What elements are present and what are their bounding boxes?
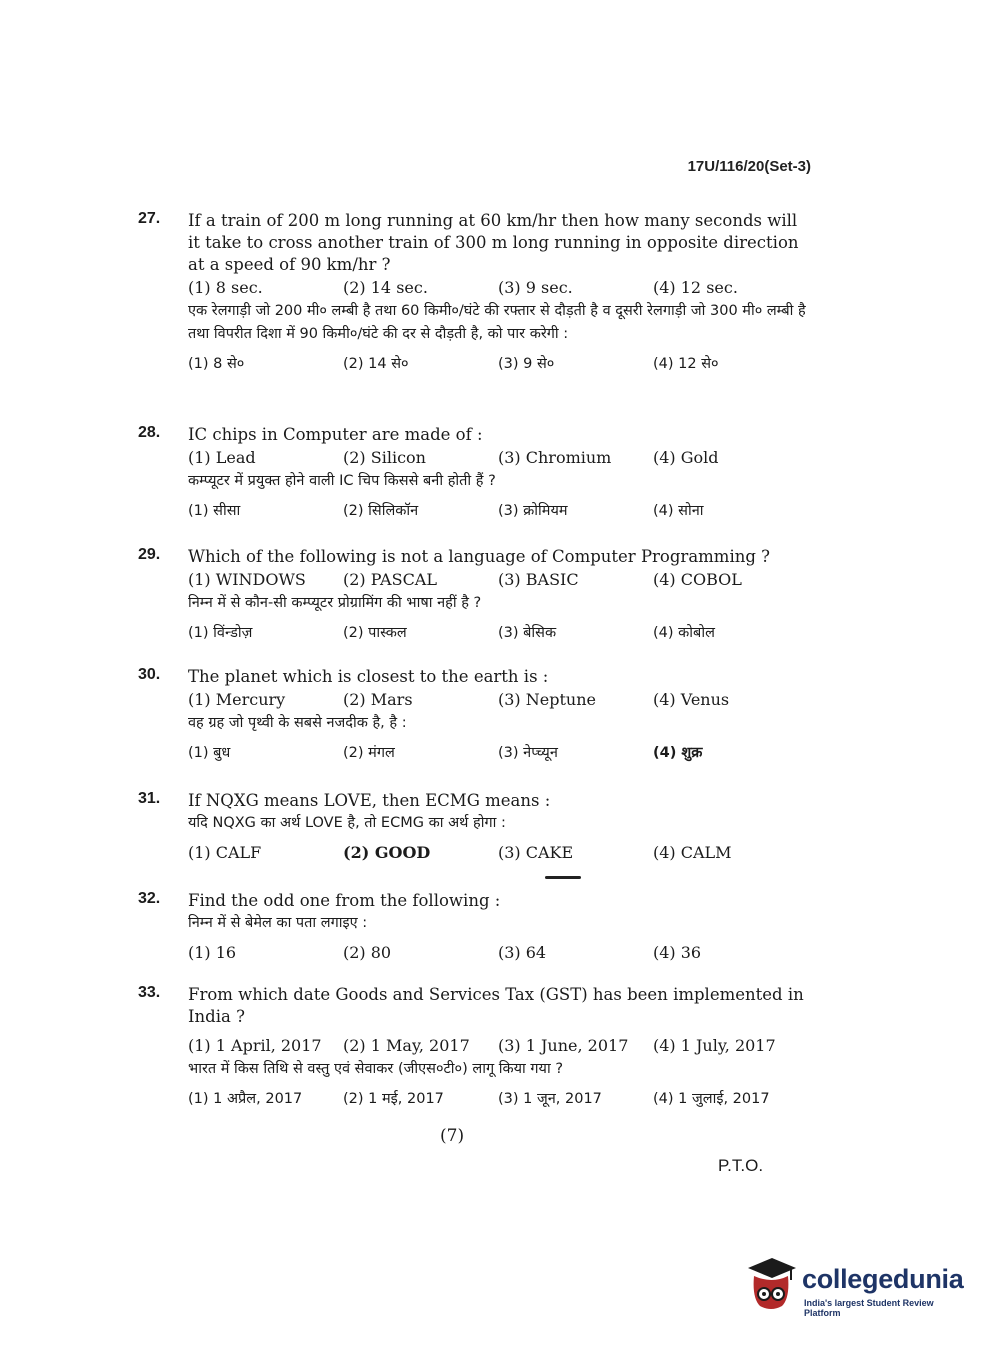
- option-2: (2) 80: [343, 943, 392, 962]
- question-text-hindi: एक रेलगाड़ी जो 200 मी० लम्बी है तथा 60 किमी०/घंटे की रफ्तार से दौड़ती है व दूसरी रेलगाड़ी जो 300 मी० लम्बी है तथा विपरीत दिशा में 90 किमी०/घंटे की दर से दौड़ती है, को पार करेगी :: [188, 303, 806, 342]
- option-2: (2) Mars: [343, 690, 413, 709]
- pto-label: P.T.O.: [718, 1156, 764, 1175]
- question-number: 30.: [138, 666, 161, 683]
- options-english: [188, 276, 808, 300]
- option-2-hindi: (2) सिलिकॉन: [343, 503, 419, 519]
- option-3: (3) 1 June, 2017: [498, 1036, 629, 1055]
- option-1: (1) CALF: [188, 843, 262, 862]
- option-3: (3) BASIC: [498, 570, 579, 589]
- option-3: (3) Neptune: [498, 690, 596, 709]
- option-3: (3) 9 sec.: [498, 278, 573, 297]
- option-4: (4) 12 sec.: [653, 278, 738, 297]
- option-3-hindi: (3) नेप्च्यून: [498, 745, 558, 761]
- option-2: (2) GOOD: [343, 843, 431, 862]
- question-32: [138, 890, 808, 965]
- question-text-hindi: कम्प्यूटर में प्रयुक्त होने वाली IC चिप किससे बनी होती हैं ?: [188, 473, 496, 489]
- option-3: (3) Chromium: [498, 448, 612, 467]
- option-3-hindi: (3) क्रोमियम: [498, 503, 568, 519]
- option-2: (2) 1 May, 2017: [343, 1036, 470, 1055]
- option-2-hindi: (2) 1 मई, 2017: [343, 1091, 444, 1107]
- question-text-hindi: भारत में किस तिथि से वस्तु एवं सेवाकर (जीएस०टी०) लागू किया गया ?: [188, 1061, 564, 1077]
- option-3-hindi: (3) 1 जून, 2017: [498, 1091, 602, 1107]
- logo-name: collegedunia: [802, 1264, 964, 1294]
- options-english: [188, 446, 808, 470]
- option-1-hindi: (1) सीसा: [188, 503, 241, 519]
- options-english: [188, 688, 808, 712]
- question-text-hindi: निम्न में से कौन-सी कम्प्यूटर प्रोग्रामिंग की भाषा नहीं है ?: [188, 595, 482, 611]
- options-english: [188, 841, 808, 865]
- question-text: The planet which is closest to the earth is :: [188, 667, 549, 686]
- option-1: (1) WINDOWS: [188, 570, 306, 589]
- pen-underline-mark: [545, 876, 581, 879]
- question-number: 27.: [138, 210, 161, 227]
- question-text-hindi: निम्न में से बेमेल का पता लगाइए :: [188, 915, 368, 931]
- option-1: (1) Lead: [188, 448, 256, 467]
- option-3-hindi: (3) 9 से०: [498, 356, 555, 372]
- options-hindi: [188, 499, 808, 523]
- option-2-hindi: (2) मंगल: [343, 745, 395, 761]
- option-1: (1) Mercury: [188, 690, 286, 709]
- option-4-hindi: (4) 1 जुलाई, 2017: [653, 1091, 770, 1107]
- options-english: [188, 941, 808, 965]
- option-1-hindi: (1) विंन्डोज़: [188, 625, 253, 641]
- option-4: (4) CALM: [653, 843, 732, 862]
- option-4-hindi: (4) सोना: [653, 503, 704, 519]
- option-1: (1) 8 sec.: [188, 278, 263, 297]
- option-4: (4) Venus: [653, 690, 730, 709]
- option-2: (2) 14 sec.: [343, 278, 428, 297]
- question-29: [138, 546, 808, 645]
- question-text-hindi: यदि NQXG का अर्थ LOVE है, तो ECMG का अर्थ होगा :: [188, 815, 506, 831]
- options-hindi: [188, 621, 808, 645]
- option-2-hindi: (2) पास्कल: [343, 625, 407, 641]
- question-30: [138, 666, 808, 765]
- options-hindi: [188, 1087, 808, 1111]
- question-33: [138, 984, 808, 1111]
- option-3: (3) 64: [498, 943, 547, 962]
- option-4-hindi: (4) कोबोल: [653, 625, 715, 641]
- option-4: (4) COBOL: [653, 570, 742, 589]
- question-28: [138, 424, 808, 523]
- question-text: If NQXG means LOVE, then ECMG means :: [188, 791, 551, 810]
- logo-tagline: India's largest Student Review Platform: [804, 1298, 934, 1318]
- option-3-hindi: (3) बेसिक: [498, 625, 557, 641]
- question-text: From which date Goods and Services Tax (GST) has been implemented in India ?: [188, 985, 804, 1026]
- question-number: 31.: [138, 790, 161, 807]
- question-text: IC chips in Computer are made of :: [188, 425, 483, 444]
- option-4-hindi: (4) शुक्र: [653, 745, 703, 761]
- question-27: [138, 210, 808, 376]
- options-english: [188, 568, 808, 592]
- option-2: (2) PASCAL: [343, 570, 437, 589]
- option-4: (4) 1 July, 2017: [653, 1036, 776, 1055]
- question-number: 28.: [138, 424, 161, 441]
- option-1: (1) 1 April, 2017: [188, 1036, 322, 1055]
- question-number: 29.: [138, 546, 161, 563]
- question-number: 33.: [138, 984, 161, 1001]
- option-4: (4) 36: [653, 943, 702, 962]
- option-1-hindi: (1) 8 से०: [188, 356, 245, 372]
- page-number: (7): [440, 1126, 465, 1146]
- option-2: (2) Silicon: [343, 448, 426, 467]
- option-3: (3) CAKE: [498, 843, 574, 862]
- options-english: [188, 1034, 808, 1058]
- option-1-hindi: (1) 1 अप्रैल, 2017: [188, 1091, 303, 1107]
- option-1: (1) 16: [188, 943, 237, 962]
- options-hindi: [188, 352, 808, 376]
- option-1-hindi: (1) बुध: [188, 745, 231, 761]
- options-hindi: [188, 741, 808, 765]
- question-text: If a train of 200 m long running at 60 km/hr then how many seconds will it take to cross another train of 300 m long running in opposite direction at a speed of 90 km/hr ?: [188, 211, 799, 274]
- question-text: Find the odd one from the following :: [188, 891, 501, 910]
- option-2-hindi: (2) 14 से०: [343, 356, 409, 372]
- option-4: (4) Gold: [653, 448, 719, 467]
- paper-code: 17U/116/20(Set-3): [687, 158, 811, 175]
- question-text: Which of the following is not a language of Computer Programming ?: [188, 547, 771, 566]
- question-number: 32.: [138, 890, 161, 907]
- collegedunia-logo: [742, 1250, 972, 1320]
- graduate-mascot-icon: [742, 1254, 800, 1312]
- option-4-hindi: (4) 12 से०: [653, 356, 719, 372]
- question-text-hindi: वह ग्रह जो पृथ्वी के सबसे नजदीक है, है :: [188, 715, 407, 731]
- question-31: [138, 790, 808, 865]
